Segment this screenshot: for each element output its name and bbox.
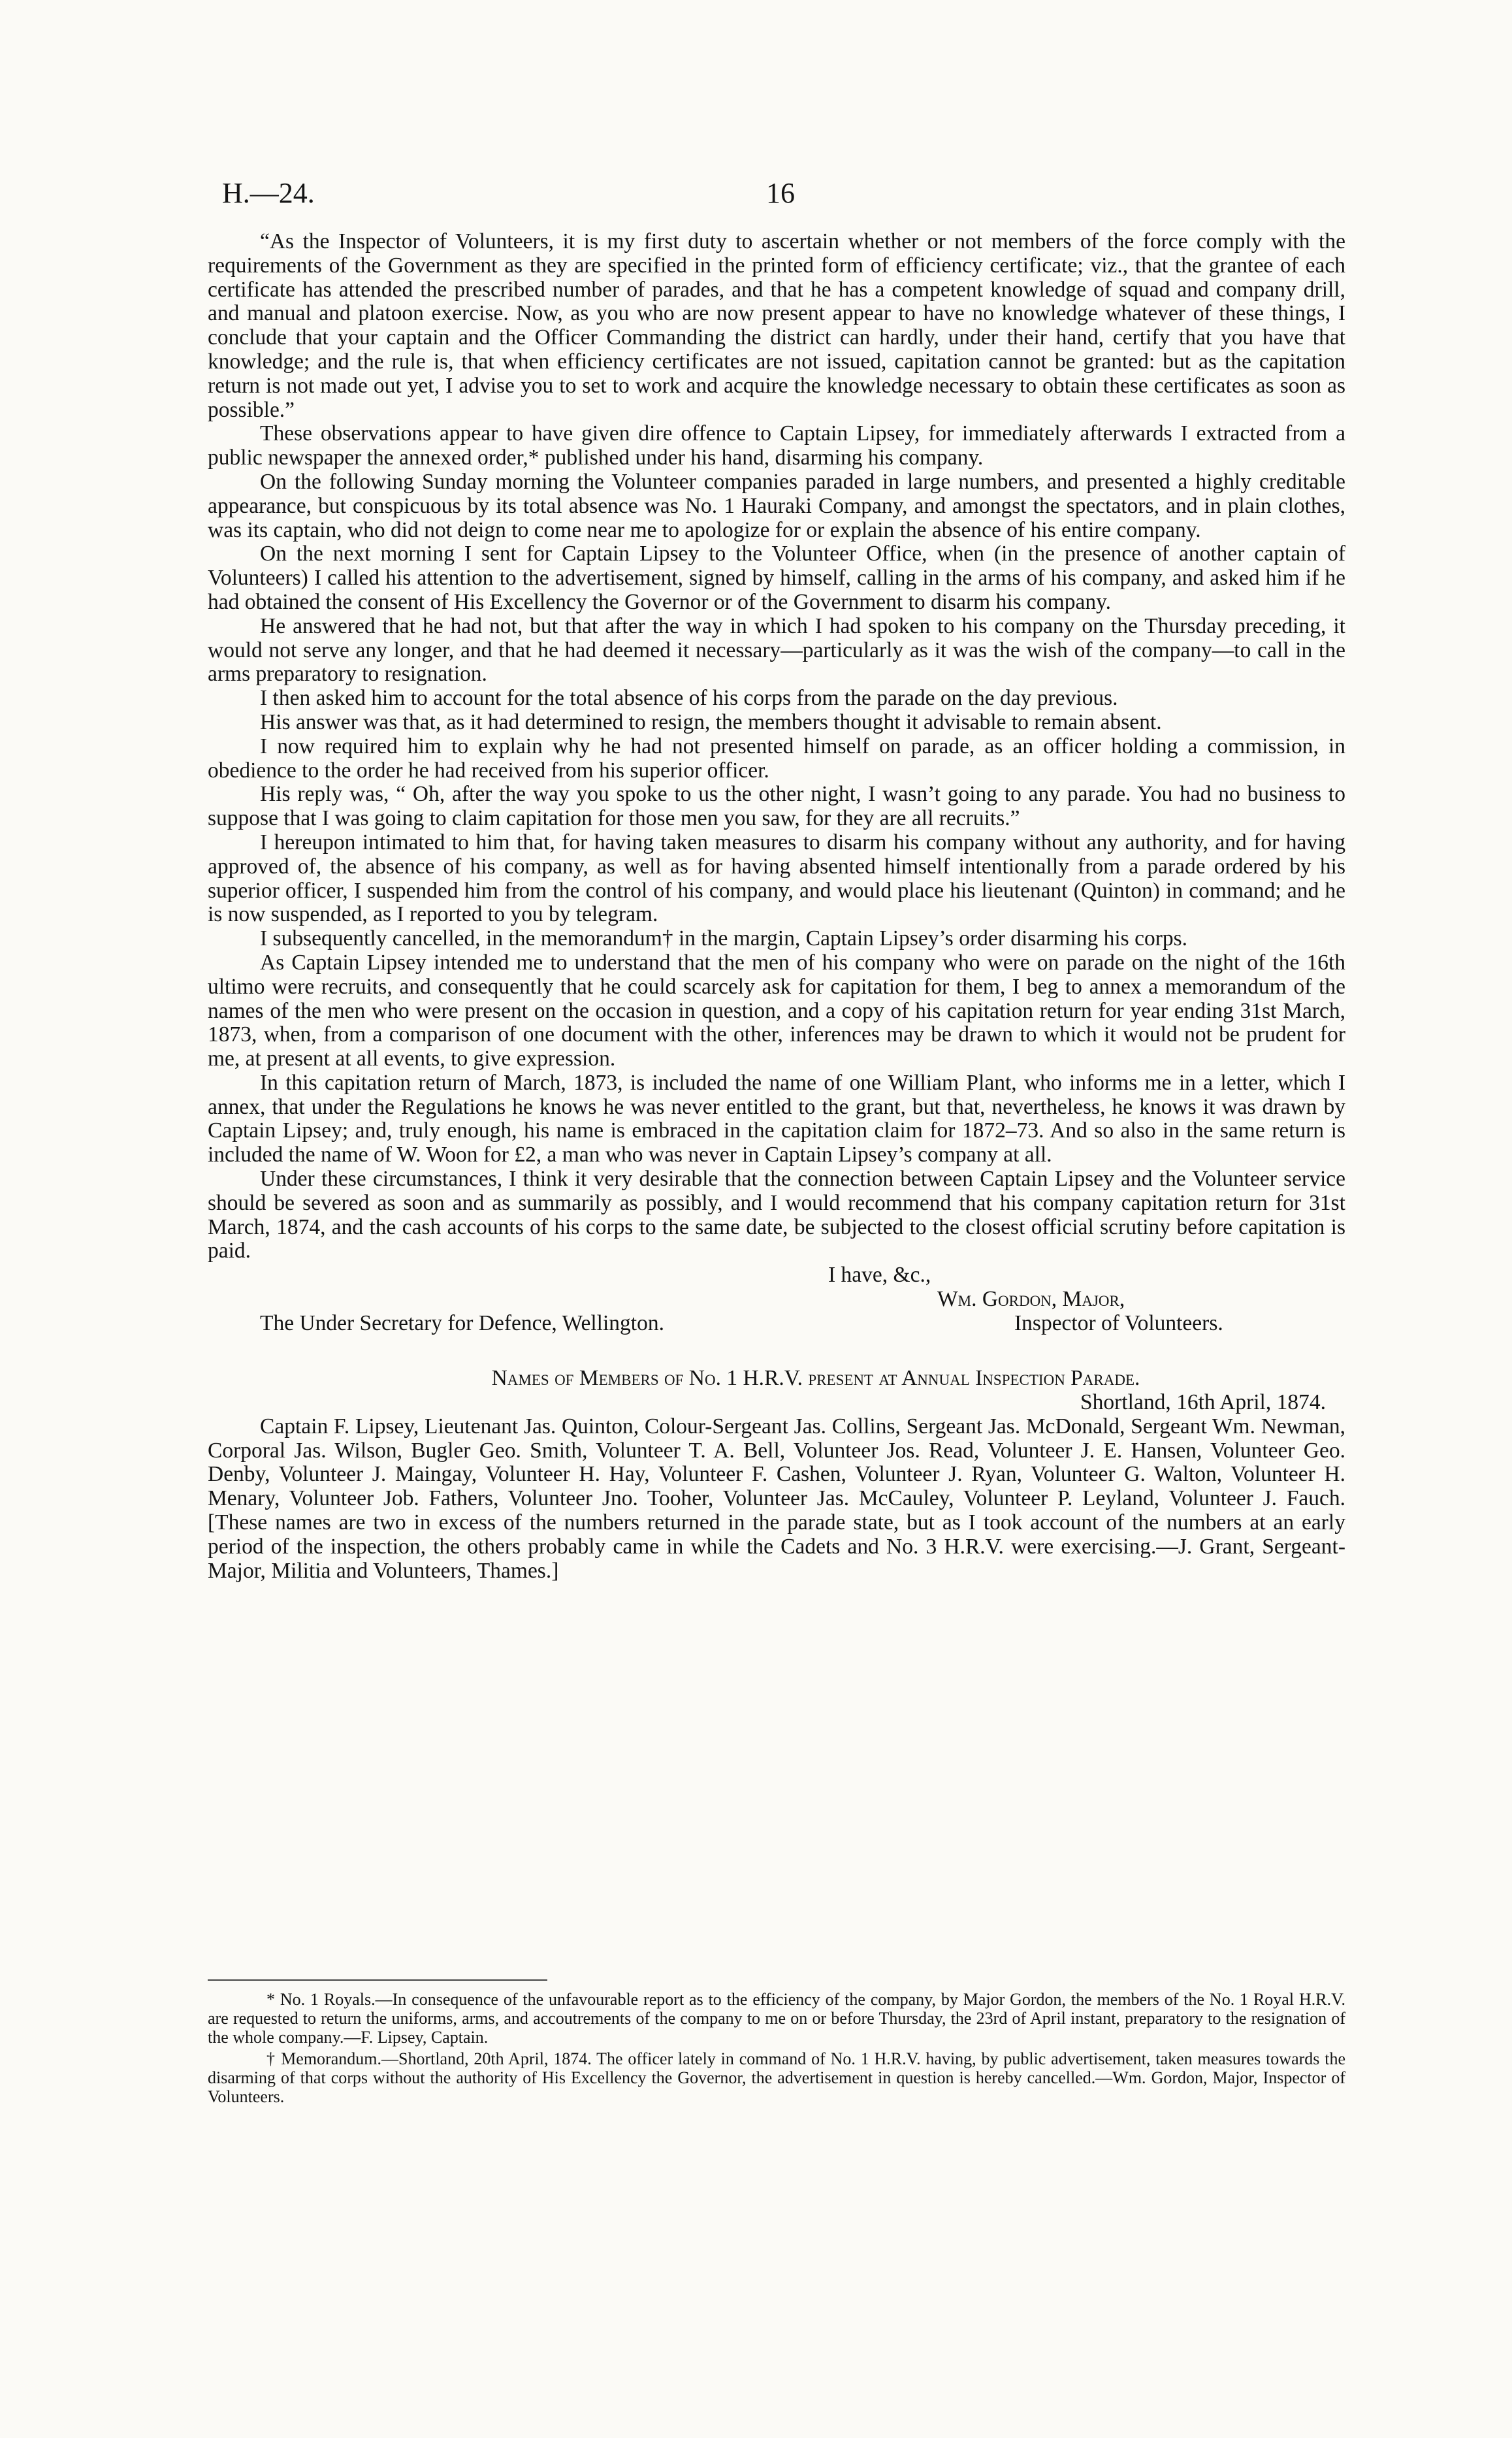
paragraph-8: I now required him to explain why he had not presented himself on parade, as an officer holding a commission, in obedience to the order he had received from his superior officer.	[208, 734, 1345, 783]
paragraph-6: I then asked him to account for the total absence of his corps from the parade on the day previous.	[260, 686, 1118, 711]
closing-line: I have, &c.,	[828, 1263, 931, 1288]
paragraph-12: As Captain Lipsey intended me to understand that the men of his company who were on parade on the night of the 16th ultimo were recruits, and consequently that he could scarcely ask for capitation for them, I beg to annex a memorandum of the names of the men who were present on the occasion in question, and a copy of his capitation return for year ending 31st March, 1873, when, from a comparison of one document with the other, inferences may be drawn to which it would not be prudent for me, at present at all events, to give expression.	[208, 950, 1345, 1071]
paragraph-5: He answered that he had not, but that after the way in which I had spoken to his company on the Thursday preceding, it would not serve any longer, and that he had deemed it necessary—particularly as it was the wish of the company—to call in the arms preparatory to resignation.	[208, 613, 1345, 687]
addressee-line: The Under Secretary for Defence, Wellington.	[260, 1311, 664, 1336]
paragraph-7: His answer was that, as it had determined to resign, the members thought it advisable to remain absent.	[260, 709, 1162, 734]
paragraph-11: I subsequently cancelled, in the memorandum† in the margin, Captain Lipsey’s order disarming his corps.	[260, 926, 1188, 951]
signatory-title: Inspector of Volunteers.	[1014, 1311, 1223, 1336]
document-reference: H.—24.	[222, 177, 315, 209]
signatory-name: Wm. Gordon, Major,	[937, 1287, 1125, 1312]
names-section-title: Names of Members of No. 1 H.R.V. present at Annual Inspection Parade.	[491, 1366, 1140, 1391]
signature-block	[208, 1263, 1345, 1335]
paragraph-9: His reply was, “ Oh, after the way you spoke to us the other night, I wasn’t going to any parade. You had no business to suppose that I was going to claim capitation for those men you saw, for they are all recruits.”	[208, 782, 1345, 831]
paragraph-10: I hereupon intimated to him that, for having taken measures to disarm his company without any authority, and for having approved of, the absence of his company, as well as for having absented himself intentionally from a parade ordered by his superior officer, I suspended him from the control of his company, and would place his lieutenant (Quinton) in command; and he is now suspended, as I reported to you by telegram.	[208, 830, 1345, 927]
paragraph-4: On the next morning I sent for Captain Lipsey to the Volunteer Office, when (in the presence of another captain of Volunteers) I called his attention to the advertisement, signed by himself, calling in the arms of his company, and asked him if he had obtained the consent of His Excellency the Governor or of the Government to disarm his company.	[208, 542, 1345, 614]
footnote-divider	[208, 1979, 547, 1981]
footnote-2: † Memorandum.—Shortland, 20th April, 1874. The officer lately in command of No. 1 H.R.V. having, by public advertisement, taken measures towards the disarming of that corps without the authority of His Excellency the Governor, the advertisement in question is hereby cancelled.—Wm. Gordon, Major, Inspector of Volunteers.	[208, 2049, 1345, 2106]
letter-body	[208, 230, 1345, 1583]
page-number: 16	[766, 177, 795, 209]
page-header	[222, 176, 1339, 222]
footnotes	[208, 1990, 1345, 2106]
names-section-date: Shortland, 16th April, 1874.	[1080, 1390, 1326, 1415]
footnote-1: * No. 1 Royals.—In consequence of the unfavourable report as to the efficiency of the company, by Major Gordon, the members of the No. 1 Royal H.R.V. are requested to return the uniforms, arms, and accoutrements of the company to me on or before Thursday, the 23rd of April instant, preparatory to the resignation of the whole company.—F. Lipsey, Captain.	[208, 1990, 1345, 2047]
paragraph-13: In this capitation return of March, 1873, is included the name of one William Plant, who informs me in a letter, which I annex, that under the Regulations he knows he was never entitled to the grant, but that, nevertheless, he knows it was drawn by Captain Lipsey; and, truly enough, his name is embraced in the capitation claim for 1872–73. And so also in the same return is included the name of W. Woon for £2, a man who was never in Captain Lipsey’s company at all.	[208, 1070, 1345, 1167]
paragraph-3: On the following Sunday morning the Volunteer companies paraded in large numbers, and presented a highly creditable appearance, but conspicuous by its total absence was No. 1 Hauraki Company, and amongst the spectators, and in plain clothes, was its captain, who did not deign to come near me to apologize for or explain the absence of his entire company.	[208, 469, 1345, 542]
names-list: Captain F. Lipsey, Lieutenant Jas. Quinton, Colour-Sergeant Jas. Collins, Sergeant Jas. McDonald, Sergeant Wm. Newman, Corporal Jas. Wilson, Bugler Geo. Smith, Volunteer T. A. Bell, Volunteer Jos. Read, Volunteer J. E. Hansen, Volunteer Geo. Denby, Volunteer J. Maingay, Volunteer H. Hay, Volunteer F. Cashen, Volunteer J. Ryan, Volunteer G. Walton, Volunteer H. Menary, Volunteer Job. Fathers, Volunteer Jno. Tooher, Volunteer Jas. McCauley, Volunteer P. Leyland, Volunteer J. Fauch. [These names are two in excess of the numbers returned in the parade state, but as I took account of the numbers at an early period of the inspection, the others probably came in while the Cadets and No. 3 H.R.V. were exercising.—J. Grant, Sergeant-Major, Militia and Volunteers, Thames.]	[208, 1414, 1345, 1583]
paragraph-2: These observations appear to have given dire offence to Captain Lipsey, for immediately afterwards I extracted from a public newspaper the annexed order,* published under his hand, disarming his company.	[208, 421, 1345, 470]
paragraph-1: “As the Inspector of Volunteers, it is my first duty to ascertain whether or not members of the force comply with the requirements of the Government as they are specified in the printed form of efficiency certificate; viz., that the grantee of each certificate has attended the prescribed number of parades, and that he has a competent knowledge of squad and company drill, and manual and platoon exercise. Now, as you who are now present appear to have no knowledge whatever of these things, I conclude that your captain and the Officer Commanding the district can hardly, under their hand, certify that you have that knowledge; and the rule is, that when efficiency certificates are not issued, capitation cannot be granted: but as the capitation return is not made out yet, I advise you to set to work and acquire the knowledge necessary to obtain these certificates as soon as possible.”	[208, 229, 1345, 422]
paragraph-14: Under these circumstances, I think it very desirable that the connection between Captain Lipsey and the Volunteer service should be severed as soon and as summarily as possibly, and I would recommend that his company capitation return for 31st March, 1874, and the cash accounts of his corps to the same date, be subjected to the closest official scrutiny before capitation is paid.	[208, 1167, 1345, 1263]
